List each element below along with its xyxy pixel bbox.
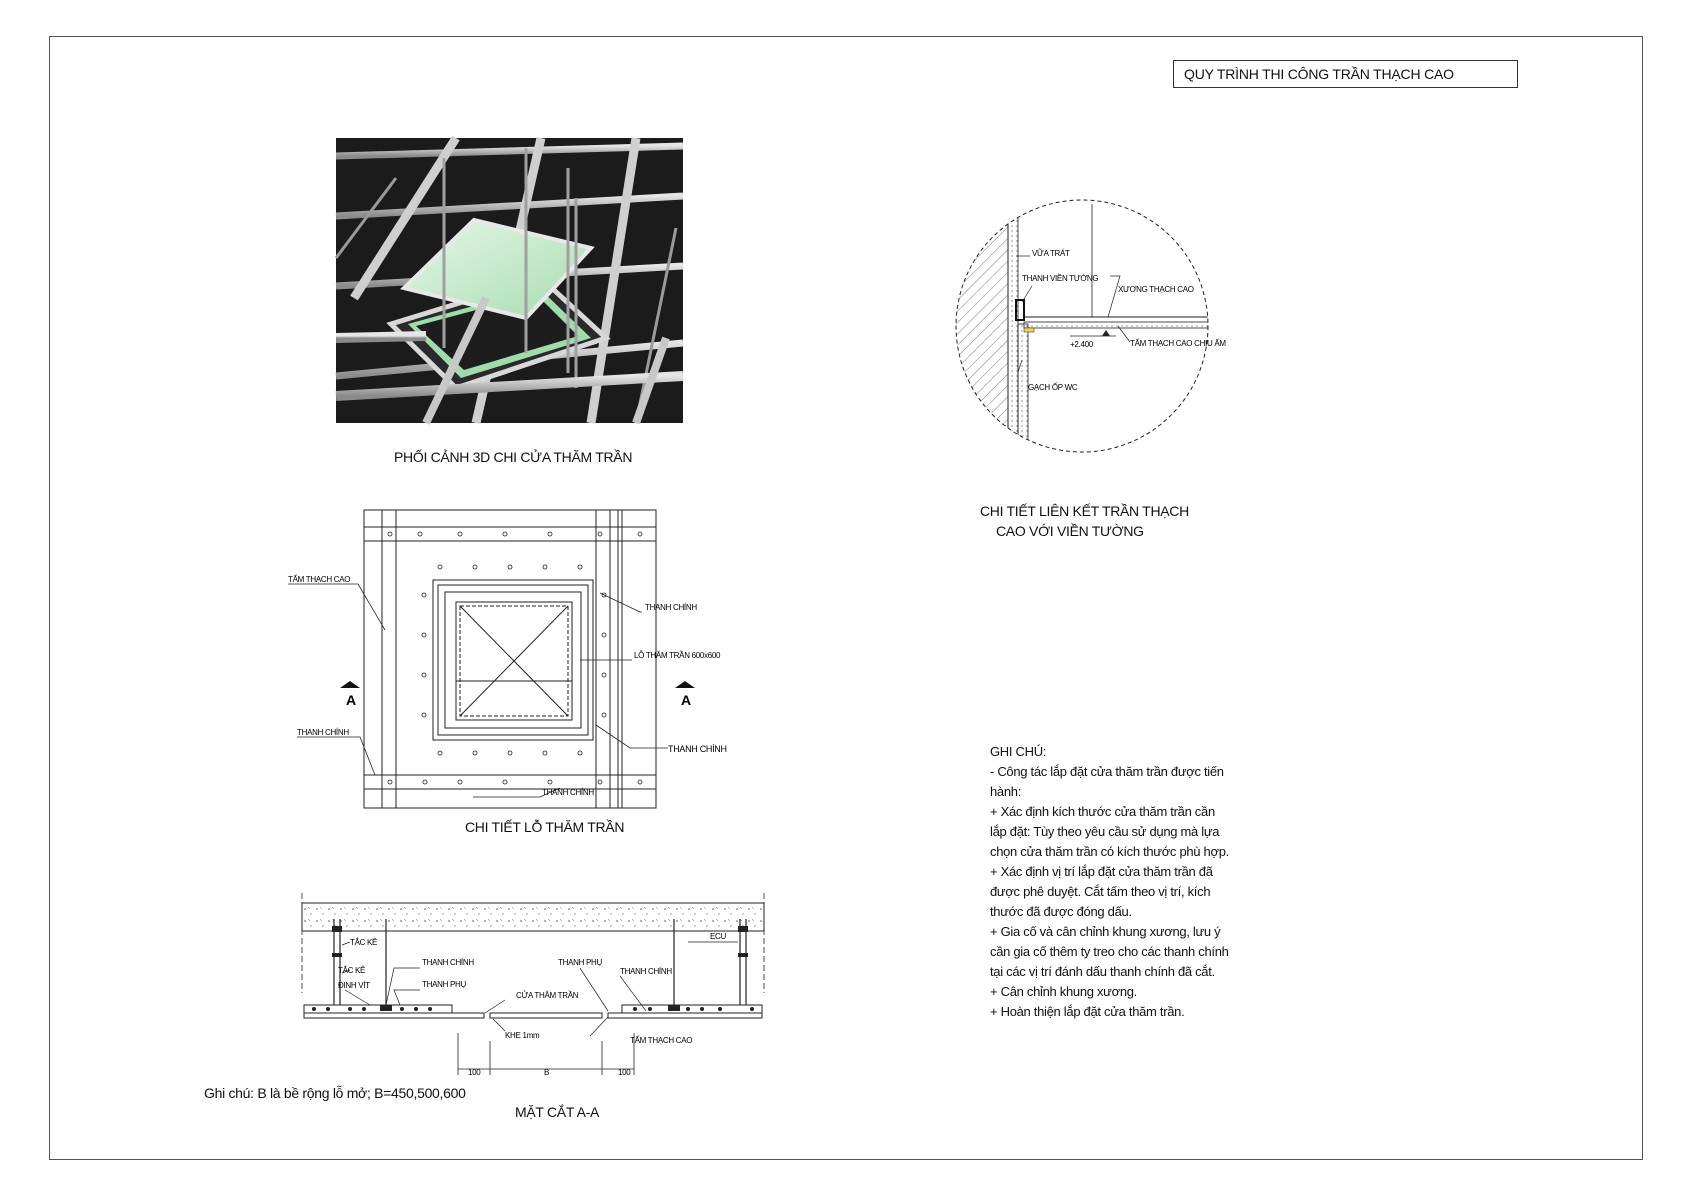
section-note: Ghi chú: B là bề rộng lỗ mở; B=450,500,600 — [204, 1085, 466, 1101]
wall-detail — [940, 204, 1270, 484]
wall-label-level: +2.400 — [1070, 340, 1093, 349]
section-label-main-bar-1: THANH CHÍNH — [422, 958, 474, 967]
dim-b: B — [544, 1068, 550, 1077]
section-label-anchor-2: TẮC KÊ — [338, 966, 366, 975]
notes-heading: GHI CHÚ: — [990, 744, 1047, 759]
perspective-render — [336, 138, 683, 423]
plan-label-main-bar-right: THANH CHÍNH — [668, 744, 727, 754]
wall-label-edge-bar: THANH VIỀN TƯỜNG — [1022, 274, 1099, 283]
section-label-hatch: CỬA THĂM TRẦN — [516, 991, 579, 1000]
section-mark-right: A — [681, 692, 691, 708]
wall-label-tile: GẠCH ỐP WC — [1028, 383, 1078, 392]
wall-label-moisture-board: TẤM THẠCH CAO CHỊU ẨM — [1130, 339, 1226, 348]
plan-label-main-bar-bottom: THANH CHÍNH — [542, 788, 594, 797]
notes-line-2: + Xác định kích thước cửa thăm trần cần lắp đặt: Tùy theo yêu cầu sử dụng mà lựa chọn cửa thăm trần có kích thước phù hợp. — [990, 804, 1229, 859]
dim-100-left: 100 — [468, 1068, 481, 1077]
notes-block — [990, 742, 1230, 1022]
section-label-screw: ĐINH VÍT — [338, 981, 370, 990]
plan-label-main-bar-left: THANH CHÍNH — [297, 728, 349, 737]
section-label-sub-bar-1: THANH PHỤ — [422, 980, 466, 989]
section-mark-left: A — [346, 692, 356, 708]
section-label-gap: KHE 1mm — [505, 1031, 540, 1040]
notes-line-5: + Cân chỉnh khung xương. — [990, 984, 1137, 999]
wall-label-plaster: VỮA TRÁT — [1032, 249, 1070, 258]
plan-caption: CHI TIẾT LỖ THĂM TRẦN — [465, 819, 625, 835]
notes-line-6: + Hoàn thiện lắp đặt cửa thăm trần. — [990, 1004, 1185, 1019]
notes-line-3: + Xác định vị trí lắp đặt cửa thăm trần đã được phê duyệt. Cắt tấm theo vị trí, kích thước đã được đóng dấu. — [990, 864, 1213, 919]
section-label-board: TẤM THẠCH CAO — [630, 1036, 693, 1045]
notes-line-4: + Gia cố và cân chỉnh khung xương, lưu ý cần gia cố thêm ty treo cho các thanh chính tại các vị trí đánh dấu thanh chính đã cắt. — [990, 924, 1229, 979]
section-label-main-bar-2: THANH CHÍNH — [620, 967, 672, 976]
section-caption: MẶT CẮT A-A — [515, 1104, 600, 1120]
sheet-title: QUY TRÌNH THI CÔNG TRẦN THẠCH CAO — [1173, 60, 1518, 88]
section-label-anchor-1: TẮC KÊ — [350, 938, 378, 947]
plan-label-opening: LỖ THĂM TRẦN 600x600 — [634, 651, 721, 660]
section-aa — [290, 893, 760, 1083]
plan-detail — [260, 505, 760, 825]
plan-label-main-bar-top: THANH CHÍNH — [645, 603, 697, 612]
dim-100-right: 100 — [618, 1068, 631, 1077]
wall-caption-line2: CAO VỚI VIỀN TƯỜNG — [996, 523, 1144, 539]
section-label-sub-bar-2: THANH PHỤ — [558, 958, 602, 967]
notes-line-1: - Công tác lắp đặt cửa thăm trần được tiến hành: — [990, 764, 1224, 799]
perspective-caption: PHỐI CẢNH 3D CHI CỬA THĂM TRẦN — [394, 449, 633, 465]
wall-label-frame: XƯƠNG THẠCH CAO — [1118, 285, 1194, 294]
plan-label-board: TẤM THẠCH CAO — [288, 575, 351, 584]
section-label-nut: ECU — [710, 932, 726, 941]
wall-caption-line1: CHI TIẾT LIÊN KẾT TRẦN THẠCH — [980, 503, 1189, 519]
